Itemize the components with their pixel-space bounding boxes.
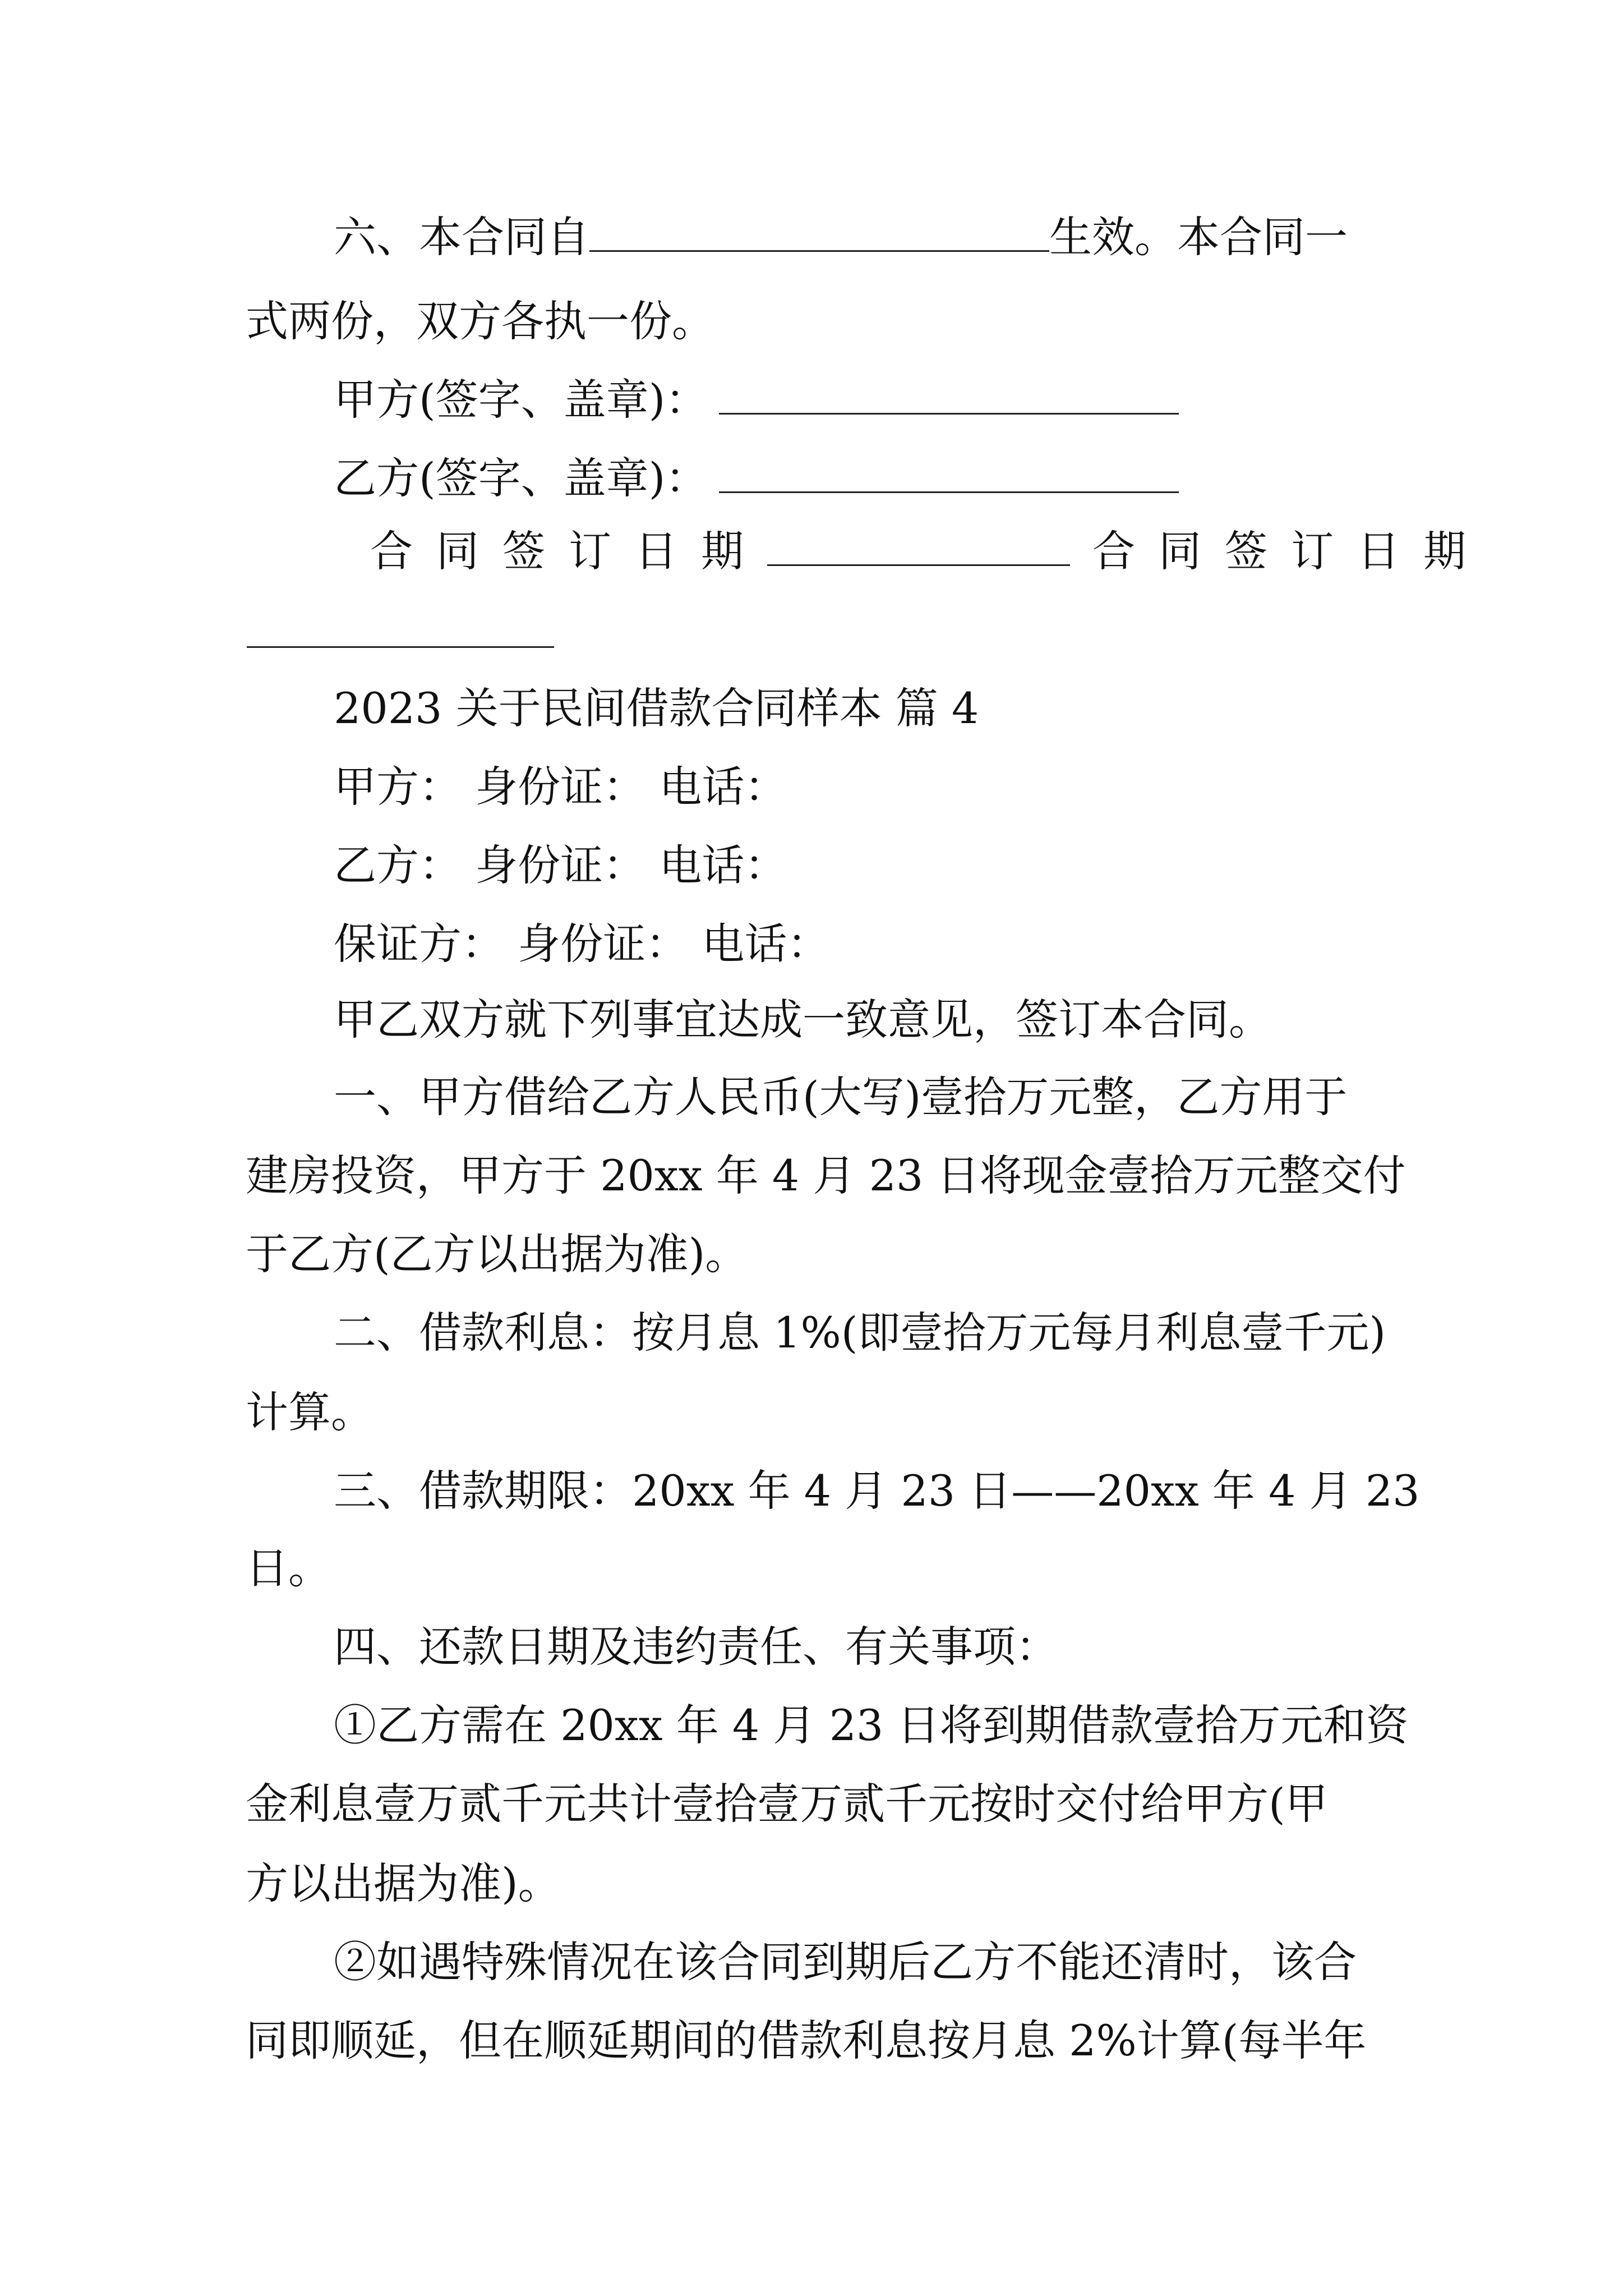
clause1-line1: 一、甲方借给乙方人民币(大写)壹拾万元整，乙方用于	[334, 1072, 1348, 1122]
clause4-item2-line1: ②如遇特殊情况在该合同到期后乙方不能还清时，该合	[334, 1937, 1357, 1987]
clause4-title: 四、还款日期及违约责任、有关事项：	[334, 1622, 1058, 1672]
signing-date-line	[370, 524, 1490, 578]
section-six-suffix: 生效。本合同一	[1049, 212, 1348, 262]
clause4-item2-line2: 同即顺延，但在顺延期间的借款利息按月息 2%计算(每半年	[246, 2016, 1367, 2065]
clause3-line2: 日。	[246, 1543, 331, 1593]
signing-date-label-left: 合同签订日期	[370, 526, 767, 576]
clause4-item1-line2: 金利息壹万贰千元共计壹拾壹万贰千元按时交付给甲方(甲	[246, 1779, 1328, 1829]
clause4-item1-line3: 方以出据为准)。	[246, 1858, 561, 1908]
party-b-info: 乙方： 身份证： 电话：	[334, 840, 787, 890]
contract-heading: 2023 关于民间借款合同样本 篇 4	[334, 683, 979, 733]
clause3-line1: 三、借款期限：20xx 年 4 月 23 日——20xx 年 4 月 23	[334, 1466, 1420, 1516]
party-a-info: 甲方： 身份证： 电话：	[334, 762, 787, 812]
party-a-signature-blank	[719, 378, 1179, 415]
signing-date-blank-right	[247, 646, 554, 648]
party-a-signature-label: 甲方(签字、盖章)：	[334, 375, 708, 425]
party-b-signature-line	[334, 452, 1179, 505]
section-six-line1	[334, 210, 1348, 264]
clause1-line3: 于乙方(乙方以出据为准)。	[246, 1229, 748, 1279]
effective-date-blank	[589, 215, 1049, 252]
guarantor-info: 保证方： 身份证： 电话：	[334, 919, 830, 969]
party-b-signature-label: 乙方(签字、盖章)：	[334, 453, 708, 503]
signing-date-blank-left	[767, 530, 1070, 566]
clause2-line2: 计算。	[246, 1387, 374, 1437]
section-six-prefix: 六、本合同自	[334, 212, 589, 262]
signing-date-label-right: 合同签订日期	[1092, 526, 1490, 576]
clause2-line1: 二、借款利息：按月息 1%(即壹拾万元每月利息壹千元)	[334, 1308, 1386, 1358]
intro-paragraph: 甲乙双方就下列事宜达成一致意见，签订本合同。	[334, 995, 1271, 1045]
section-six-line2: 式两份，双方各执一份。	[246, 296, 714, 346]
party-b-signature-blank	[719, 457, 1179, 493]
clause4-item1-line1: ①乙方需在 20xx 年 4 月 23 日将到期借款壹拾万元和资	[334, 1700, 1409, 1750]
clause1-line2: 建房投资，甲方于 20xx 年 4 月 23 日将现金壹拾万元整交付	[246, 1151, 1406, 1200]
party-a-signature-line	[334, 373, 1179, 427]
